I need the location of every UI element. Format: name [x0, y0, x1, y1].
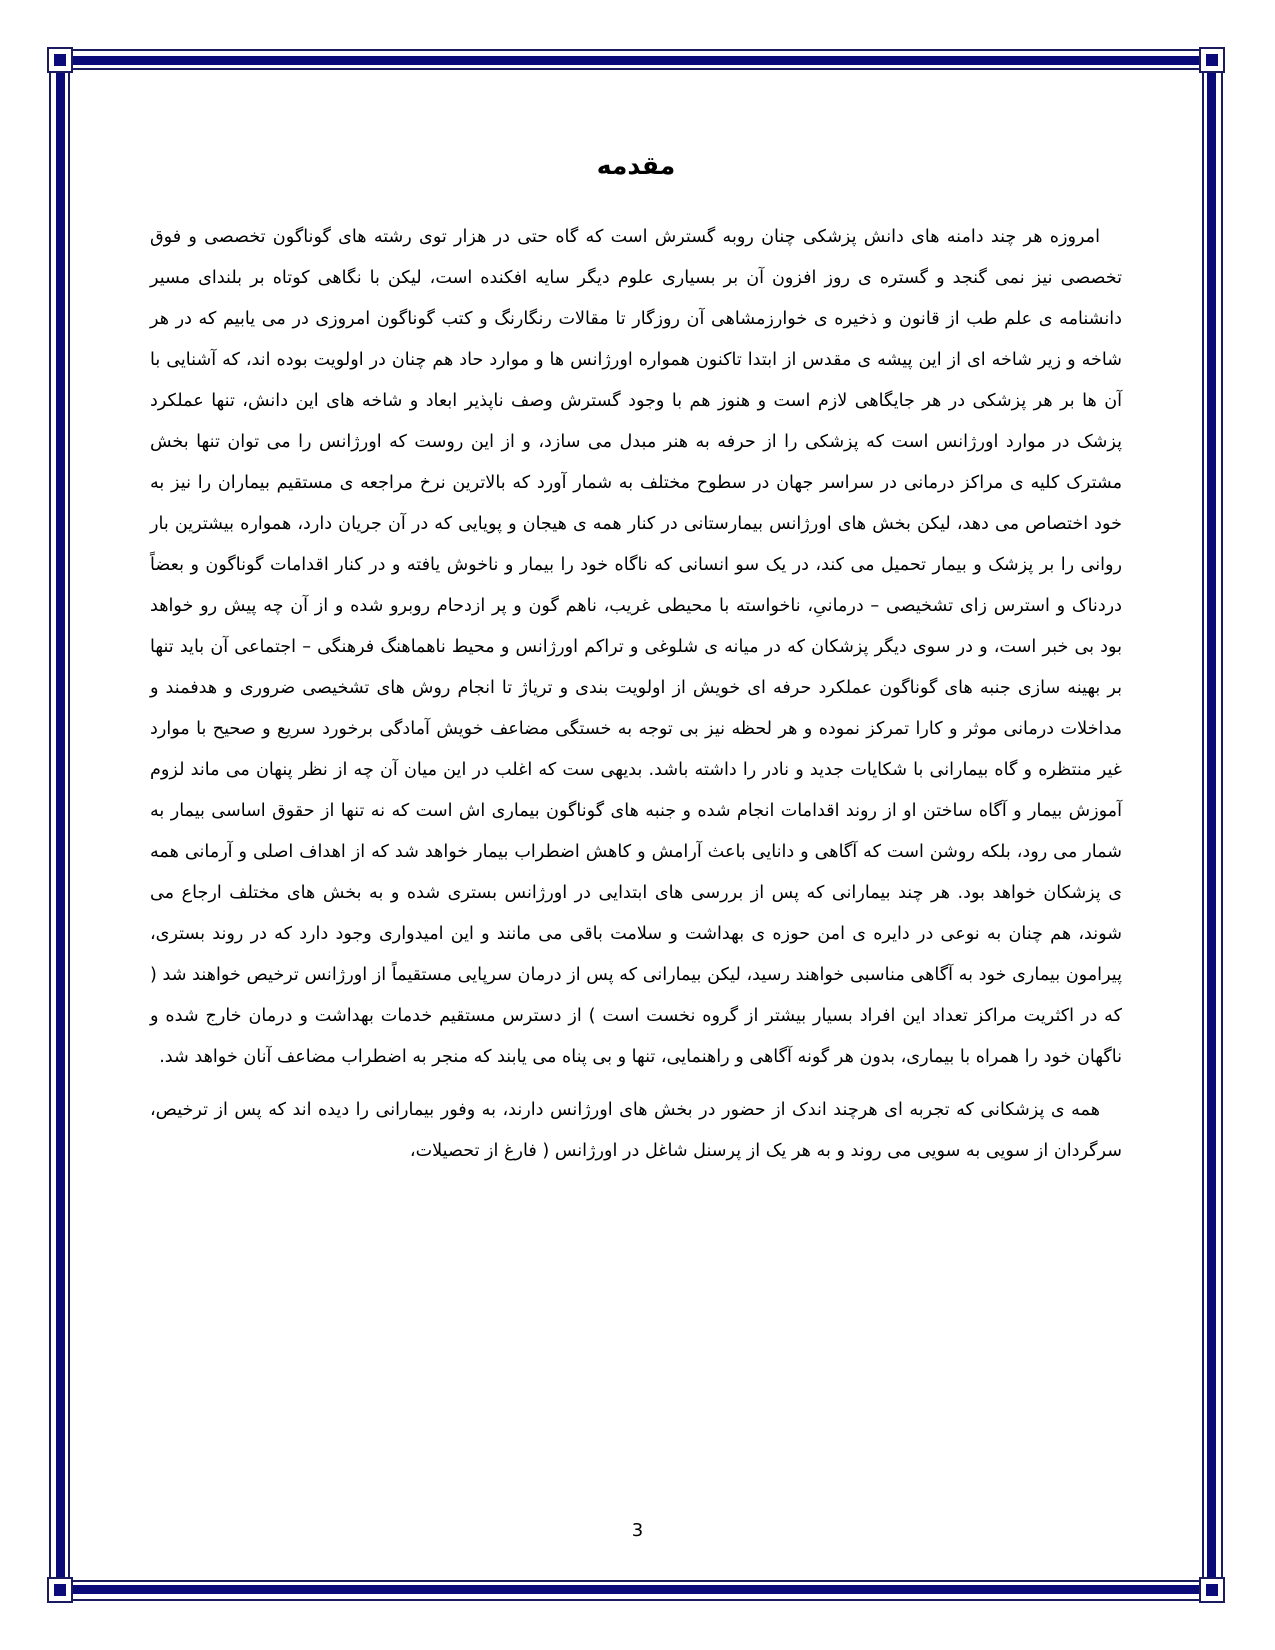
border-corner-ornament: [1199, 1577, 1225, 1603]
border-corner-ornament: [47, 1577, 73, 1603]
page-number: 3: [631, 1520, 644, 1541]
border-corner-ornament: [47, 47, 73, 73]
paragraph-2: همه ی پزشکانی که تجربه ای هرچند اندک از حضور در بخش های اورژانس دارند، به وفور بیمارانی را دیده اند که پس از ترخیص، سرگردان از سویی به سویی می روند و به هر یک از پرسنل شاغل در اورژانس ( فارغ از تحصیلات،: [150, 1100, 1122, 1161]
document-body: [150, 148, 1122, 1184]
paragraph-1: امروزه هر چند دامنه های دانش پزشکی چنان روبه گسترش است که گاه حتی در هزار توی رشته های گوناگون تخصصی و فوق تخصصی نیز نمی گنجد و گستره ی روز افزون آن بر بسیاری علوم دیگر سایه افکنده است، لیکن با نگاهی کوتاه بر بلندای مسیر دانشنامه ی علم طب از قانون و ذخیره ی خوارزمشاهی آن روزگار تا مقالات رنگارنگ و کتب گوناگون امروزی در می یابیم که در هر شاخه و زیر شاخه ای از این پیشه ی مقدس از ابتدا تاکنون همواره اورژانس ها و موارد حاد هم چنان در اولویت بوده اند، که آشنایی با آن ها بر هر پزشکی در هر جایگاهی لازم است و هنوز هم با وجود گسترش وصف ناپذیر ابعاد و شاخه های این دانش، تنها عملکرد پزشک در موارد اورژانس است که پزشکی را از حرفه به هنر مبدل می سازد، و از این روست که اورژانس را می توان تنها بخش مشترک کلیه ی مراکز درمانی در سراسر جهان در سطوح مختلف به شمار آورد که بالاترین نرخ مراجعه ی مستقیم بیماران را نیز به خود اختصاص می دهد، لیکن بخش های اورژانس بیمارستانی در کنار همه ی هیجان و پویایی که در آن جریان دارد، همواره بیشترین بار روانی را بر پزشک و بیمار تحمیل می کند، در یک سو انسانی که ناگاه خود را بیمار و ناخوش یافته و در کنار اقدامات گوناگون و بعضاً دردناک و استرس زای تشخیصی – درمانیِ، ناخواسته با محیطی غریب، ناهم گون و پر ازدحام روبرو شده و از آن چه پیش رو خواهد بود بی خبر است، و در سوی دیگر پزشکان که در میانه ی شلوغی و تراکم اورژانس و محیط ناهماهنگ فرهنگی – اجتماعی آن باید تنها بر بهینه سازی جنبه های گوناگون عملکرد حرفه ای خویش از اولویت بندی و تریاژ تا انجام روش های تشخیصی ضروری و هدفمند و مداخلات درمانی موثر و کارا تمرکز نموده و هر لحظه نیز بی توجه به خستگی مضاعف خویش آمادگی برخورد سریع و صحیح با موارد غیر منتظره و گاه بیمارانی با شکایات جدید و نادر را داشته باشد. بدیهی ست که اغلب در این میان آن چه از نظر پنهان می ماند لزوم آموزش بیمار و آگاه ساختن او از روند اقدامات انجام شده و جنبه های گوناگون بیماری اش است که نه تنها از حقوق اساسی بیمار به شمار می رود، بلکه روشن است که آگاهی و دانایی باعث آرامش و کاهش اضطراب بیمار خواهد شد که از اهداف اصلی و آرمانی همه ی پزشکان خواهد بود. هر چند بیمارانی که پس از بررسی های ابتدایی در اورژانس بستری شده و به بخش های مختلف ارجاع می شوند، هم چنان به نوعی در دایره ی امن حوزه ی بهداشت و سلامت باقی می مانند و این امیدواری وجود دارد که در روند بستری، پیرامون بیماری خود به آگاهی مناسبی خواهند رسید، لیکن بیمارانی که پس از درمان سرپایی مستقیماً از اورژانس ترخیص خواهند شد ( که در اکثریت مراکز تعداد این افراد بسیار بیشتر از گروه نخست است ) از دسترس مستقیم خدمات بهداشت و درمان خارج شده و ناگهان خود را همراه با بیماری، بدون هر گونه آگاهی و راهنمایی، تنها و بی پناه می یابند که منجر به اضطراب مضاعف آنان خواهد شد.: [150, 227, 1122, 1067]
border-corner-ornament: [1199, 47, 1225, 73]
page-title: مقدمه: [596, 151, 676, 180]
